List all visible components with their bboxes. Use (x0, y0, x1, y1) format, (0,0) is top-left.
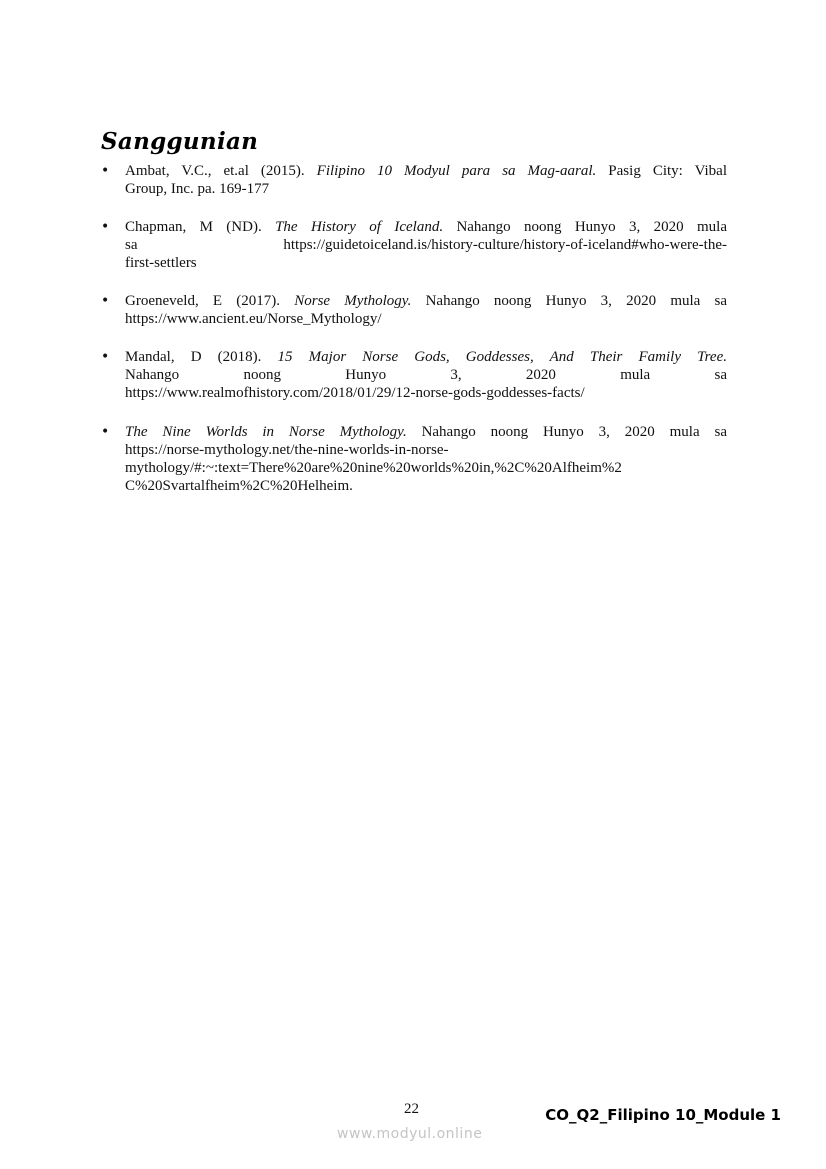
bullet-icon: • (101, 349, 110, 365)
reference-text: sa https://guidetoiceland.is/history-culture/history-of-iceland#who-were-the- (125, 237, 727, 253)
reference-text: Pasig City: Vibal (596, 163, 727, 179)
reference-line (125, 254, 727, 272)
reference-item (101, 218, 727, 272)
module-label: CO_Q2_Filipino 10_Module 1 (545, 1106, 781, 1124)
reference-text: Nahango noong Hunyo 3, 2020 mula (443, 219, 727, 235)
reference-text: Chapman, M (ND). (125, 219, 276, 235)
reference-line (125, 423, 727, 441)
reference-item (101, 292, 727, 328)
reference-title: 15 Major Norse Gods, Goddesses, And Their Family Tree. (277, 349, 727, 365)
reference-item (101, 348, 727, 402)
reference-title: The Nine Worlds in Norse Mythology. (125, 424, 407, 440)
reference-text: Mandal, D (2018). (125, 349, 278, 365)
reference-item (101, 423, 727, 495)
reference-line (125, 366, 727, 384)
reference-text: Ambat, V.C., et.al (2015). (125, 163, 317, 179)
reference-text: https://www.ancient.eu/Norse_Mythology/ (125, 311, 382, 327)
reference-line (125, 310, 727, 328)
reference-text: https://www.realmofhistory.com/2018/01/29/12-norse-gods-goddesses-facts/ (125, 385, 585, 401)
reference-text: first-settlers (125, 255, 197, 271)
reference-text: Nahango noong Hunyo 3, 2020 mula sa (125, 367, 727, 383)
bullet-icon: • (101, 424, 110, 440)
reference-line (125, 477, 727, 495)
reference-line (125, 180, 727, 198)
reference-line (125, 441, 727, 459)
page-number: 22 (404, 1101, 419, 1117)
page-title: Sanggunian (101, 128, 259, 155)
reference-text: Groeneveld, E (2017). (125, 293, 295, 309)
reference-text: https://norse-mythology.net/the-nine-worlds-in-norse- (125, 442, 449, 458)
reference-title: Norse Mythology. (294, 293, 412, 309)
bullet-icon: • (101, 293, 110, 309)
watermark: www.modyul.online (337, 1126, 483, 1142)
reference-item (101, 162, 727, 198)
reference-line (125, 292, 727, 310)
reference-title: The History of Iceland. (275, 219, 444, 235)
reference-line (125, 348, 727, 366)
reference-text: Nahango noong Hunyo 3, 2020 mula sa (411, 293, 728, 309)
reference-line (125, 384, 727, 402)
bullet-icon: • (101, 219, 110, 235)
reference-line (125, 459, 727, 477)
reference-line (125, 218, 727, 236)
reference-text: mythology/#:~:text=There%20are%20nine%20worlds%20in,%2C%20Alfheim%2 (125, 460, 622, 476)
reference-text: Nahango noong Hunyo 3, 2020 mula sa (406, 424, 727, 440)
reference-line (125, 162, 727, 180)
reference-title: Filipino 10 Modyul para sa Mag-aaral. (316, 163, 597, 179)
reference-text: Group, Inc. pa. 169-177 (125, 181, 270, 197)
bullet-icon: • (101, 163, 110, 179)
reference-line (125, 236, 727, 254)
reference-text: C%20Svartalfheim%2C%20Helheim. (125, 478, 353, 494)
